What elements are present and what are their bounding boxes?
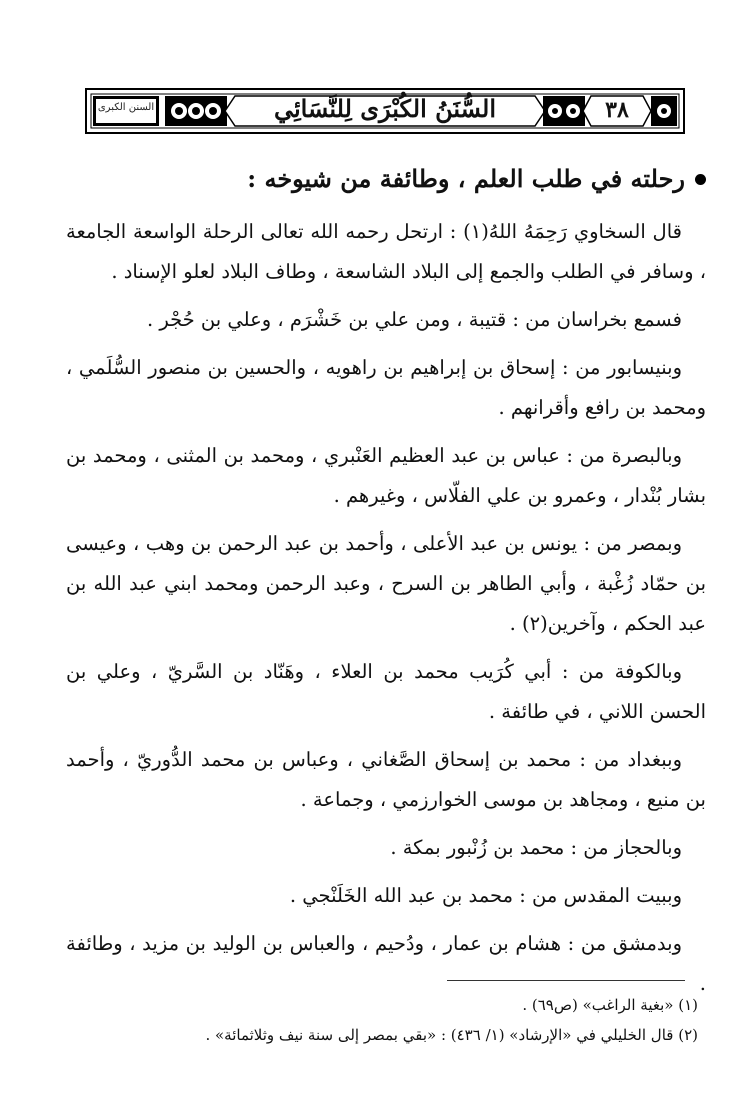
paragraph: وبالحجاز من : محمد بن زُنْبور بمكة . [390, 836, 682, 859]
header-logo: السنن الكبرى [97, 102, 155, 113]
paragraph: قال السخاوي رَحِمَهُ اللهُ(١) : ارتحل رحمه الله تعالى الرحلة الواسعة الجامعة ، وسافر في الطلب والجمع إلى البلاد الشاسعة ، وطاف البلاد لعلو الإسناد . [66, 220, 706, 283]
paragraph: فسمع بخراسان من : قتيبة ، ومن علي بن خَشْرَم ، وعلي بن حُجْر . [146, 308, 682, 331]
page-content [66, 162, 706, 1012]
page-number: ٣٨ [605, 97, 629, 123]
paragraph: وبنيسابور من : إسحاق بن إبراهيم بن راهويه ، والحسين بن منصور السُّلَمي ، ومحمد بن رافع وأقرانهم . [66, 356, 706, 419]
paragraph: وبالبصرة من : عباس بن عبد العظيم العَنْبري ، ومحمد بن المثنى ، ومحمد بن بشار بُنْدار ، وعمرو بن علي الفلّاس ، وغيرهم . [66, 444, 706, 507]
paragraph: وبمصر من : يونس بن عبد الأعلى ، وأحمد بن عبد الرحمن بن وهب ، وعيسى بن حمّاد زُغْبة ، وأبي الطاهر بن السرح ، وعبد الرحمن ومحمد ابني عبد الله بن عبد الحكم ، وآخرين(٢) . [66, 532, 706, 635]
footnote-divider [447, 980, 685, 981]
paragraph: وببيت المقدس من : محمد بن عبد الله الخَلَنْجي . [289, 884, 682, 907]
header-title: السُّنَنُ الكُبْرَى لِلنَّسَائِي [273, 94, 497, 123]
footnote: (٢) قال الخليلي في «الإرشاد» (١/ ٤٣٦) : «بقي بمصر إلى سنة نيف وثلاثمائة» . [205, 1026, 698, 1044]
page-header [85, 88, 685, 134]
section-heading-text: رحلته في طلب العلم ، وطائفة من شيوخه : [247, 164, 685, 193]
paragraph: وببغداد من : محمد بن إسحاق الصَّغاني ، وعباس بن محمد الدُّوريّ ، وأحمد بن منيع ، ومجاهد بن موسى الخوارزمي ، وجماعة . [66, 748, 706, 811]
section-heading [66, 162, 706, 196]
bullet-icon [695, 174, 706, 185]
footnotes [66, 990, 698, 1050]
paragraph: وبالكوفة من : أبي كُرَيب محمد بن العلاء ، وهَنّاد بن السَّريّ ، وعلي بن الحسن اللاني ، في طائفة . [66, 660, 706, 723]
paragraph: وبدمشق من : هشام بن عمار ، ودُحيم ، والعباس بن الوليد بن مزيد ، وطائفة . [66, 932, 706, 995]
footnote: (١) «بغية الراغب» (ص٦٩) . [522, 996, 698, 1014]
